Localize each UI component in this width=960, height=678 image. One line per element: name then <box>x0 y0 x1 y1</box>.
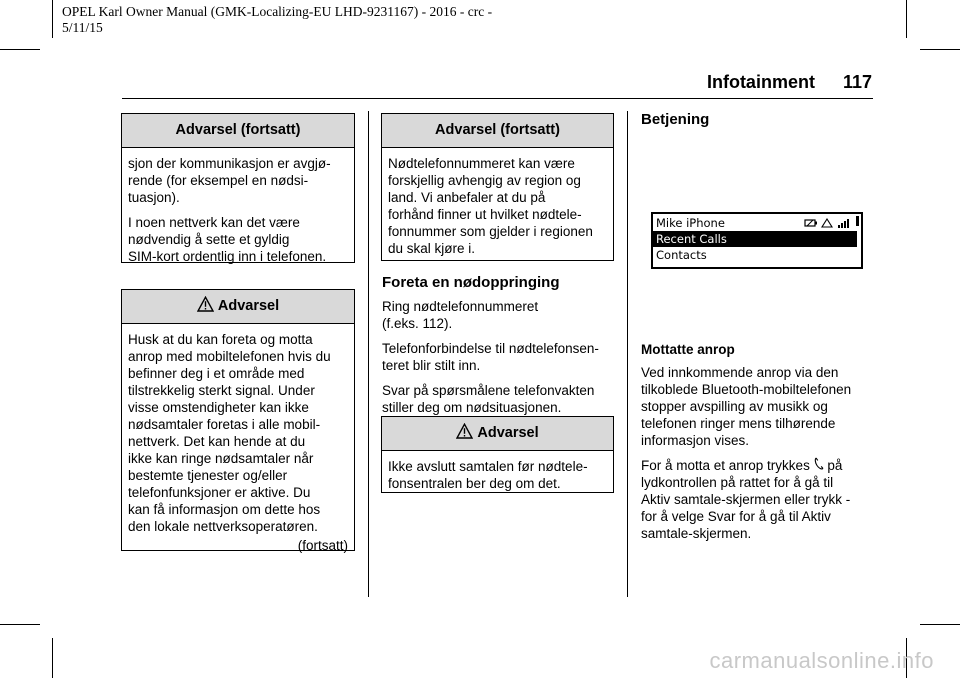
roaming-triangle-icon <box>821 218 833 228</box>
display-status-icons <box>804 216 849 232</box>
warning-paragraph: Nødtelefonnummeret kan være forskjellig avhengig av region og land. Vi anbefaler at du på forhånd finner ut hvilket nødtele- fonnummer som gjelder i regionen du skal kjøre i. <box>388 156 593 256</box>
column-divider <box>368 111 369 597</box>
watermark: carmanualsonline.info <box>709 648 934 673</box>
crop-mark <box>920 624 960 625</box>
section-title: Infotainment <box>706 72 815 92</box>
paragraph-text: på lydkontrollen på rattet for å gå til Aktiv samtale-skjermen eller trykk - for å velge Svar for å gå til Aktiv samtale-skjermen. <box>641 458 851 541</box>
display-scrollbar <box>856 216 859 226</box>
warning-box-continued <box>121 113 355 263</box>
document-header-line2: 5/11/15 <box>62 20 103 35</box>
warning-paragraph: Ikke avslutt samtalen før nødtele- fonsentralen ber deg om det. <box>388 459 588 491</box>
phone-handset-icon <box>814 457 824 470</box>
warning-box-title: Advarsel (fortsatt) <box>382 114 613 148</box>
paragraph: Telefonforbindelse til nødtelefonsen- teret blir stilt inn. <box>382 341 599 373</box>
infotainment-display <box>651 212 863 269</box>
signal-strength-icon <box>837 218 849 228</box>
page-number: 117 <box>842 72 872 92</box>
section-heading: Betjening <box>641 111 710 128</box>
display-menu-item-recent-calls[interactable]: Recent Calls <box>653 231 857 247</box>
section-heading: Foreta en nødoppringing <box>382 274 560 291</box>
warning-box-title: Advarsel <box>477 425 539 441</box>
battery-icon <box>804 218 818 228</box>
warning-triangle-icon <box>197 296 214 312</box>
warning-paragraph: I noen nettverk kan det være nødvendig å sette et gyldig SIM-kort ordentlig inn i telefonen. <box>128 215 327 264</box>
header-rule <box>122 98 873 99</box>
crop-mark <box>0 624 40 625</box>
column-divider <box>627 111 628 597</box>
body-text <box>382 298 622 424</box>
paragraph-text: For å motta et anrop trykkes <box>641 458 814 473</box>
warning-box-header <box>382 417 613 451</box>
warning-triangle-icon <box>456 423 473 439</box>
display-title-row <box>653 215 861 231</box>
crop-mark <box>52 0 53 38</box>
continued-note: (fortsatt) <box>297 538 348 553</box>
crop-mark <box>52 638 53 678</box>
warning-box <box>381 416 614 493</box>
crop-mark <box>906 0 907 38</box>
running-head <box>707 72 872 93</box>
warning-box-title: Advarsel (fortsatt) <box>122 114 354 148</box>
display-title: Mike iPhone <box>656 216 725 230</box>
warning-box-header <box>122 290 354 324</box>
warning-paragraph: Husk at du kan foreta og motta anrop med mobiltelefonen hvis du befinner deg i et område med tilstrekkelig sterkt signal. Under visse omstendigheter kan ikke nødsamtaler foretas i alle mobil- nettverk. Det kan hende at du ikke kan ringe nødsamtaler når bestemte tjenester og/eller telefonfunksjoner er aktive. Du kan få informasjon om dette hos den lokale nettverksoperatøren. <box>128 332 331 534</box>
crop-mark <box>0 49 40 50</box>
paragraph: Svar på spørsmålene telefonvakten stiller deg om nødsituasjonen. <box>382 383 595 415</box>
document-header <box>62 4 492 36</box>
subsection-heading: Mottatte anrop <box>641 342 735 357</box>
warning-paragraph: sjon der kommunikasjon er avgjø- rende (for eksempel en nødsi- tuasjon). <box>128 156 331 205</box>
subsection <box>641 341 881 550</box>
paragraph <box>641 457 881 542</box>
warning-box-title: Advarsel <box>217 298 280 314</box>
crop-mark <box>920 49 960 50</box>
warning-box-continued <box>381 113 614 261</box>
paragraph: Ved innkommende anrop via den tilkoblede Bluetooth-mobiltelefonen stopper avspilling av musikk og telefonen ringer mens tilhørende informasjon vises. <box>641 365 852 448</box>
warning-box <box>121 289 355 551</box>
display-menu-item-contacts[interactable]: Contacts <box>656 248 707 262</box>
paragraph: Ring nødtelefonnummeret (f.eks. 112). <box>382 299 539 331</box>
document-header-line1: OPEL Karl Owner Manual (GMK-Localizing-EU LHD-9231167) - 2016 - crc - <box>62 4 493 19</box>
